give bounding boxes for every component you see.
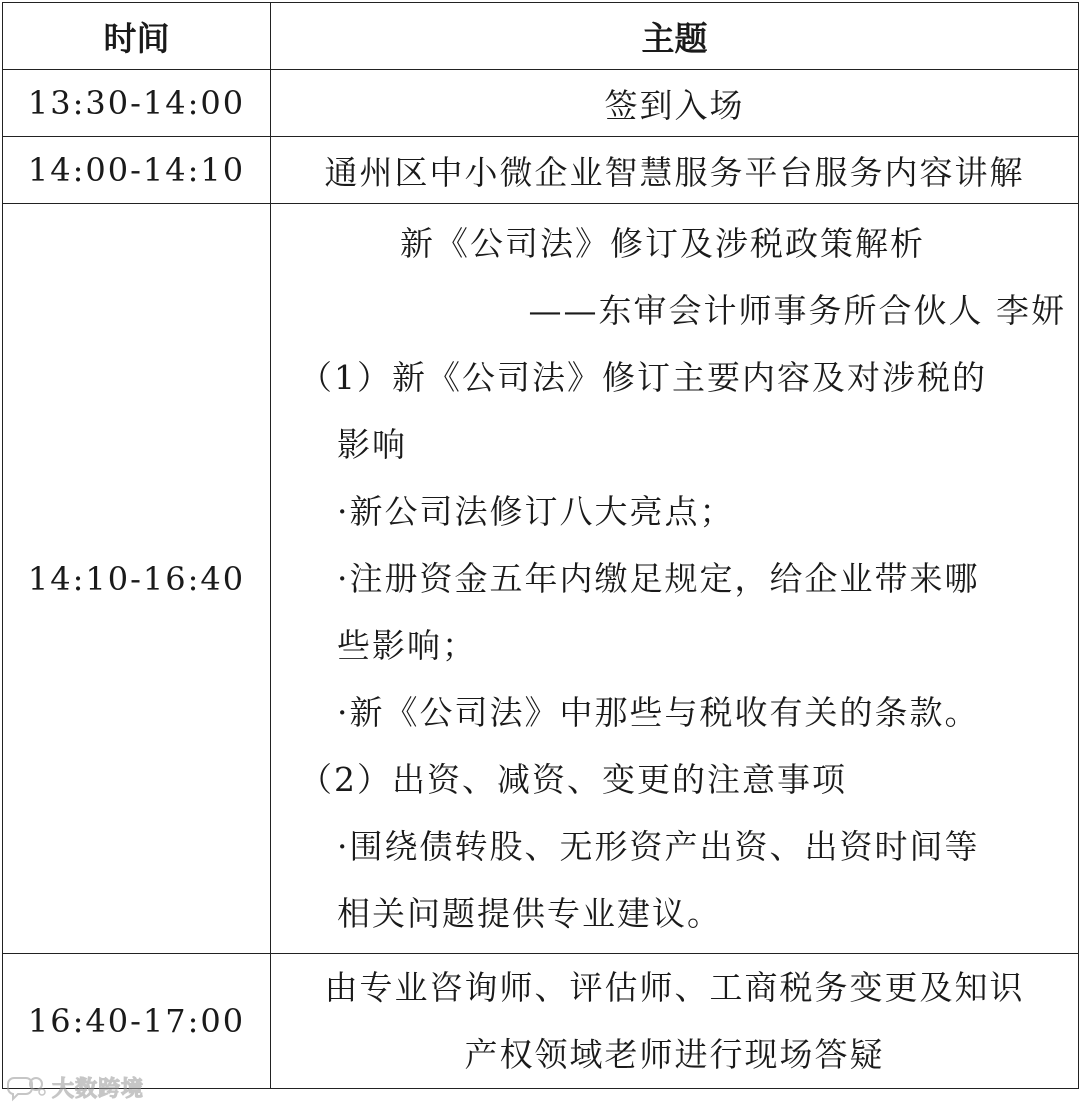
watermark <box>6 1072 144 1103</box>
topic-cell <box>271 954 1079 1089</box>
section1-bullet-cont: 些影响； <box>337 626 477 665</box>
topic-cell: 签到入场 <box>271 70 1079 137</box>
watermark-text: 大数跨境 <box>52 1077 145 1102</box>
table-row <box>3 204 1079 954</box>
header-topic: 主题 <box>271 3 1079 70</box>
topic-cell: 通州区中小微企业智慧服务平台服务内容讲解 <box>271 137 1079 204</box>
table-row <box>3 954 1079 1089</box>
chat-bubble-logo-icon <box>6 1074 46 1102</box>
qa-description <box>271 954 1078 1088</box>
time-cell: 14:10-16:40 <box>3 204 271 954</box>
section1-heading-cont: 影响 <box>337 425 407 464</box>
section1-bullet: ·注册资金五年内缴足规定，给企业带来哪 <box>337 559 980 598</box>
header-time: 时间 <box>3 3 271 70</box>
qa-line: 产权领域老师进行现场答疑 <box>464 1035 885 1074</box>
header-row <box>3 3 1079 70</box>
topic-cell <box>271 204 1079 954</box>
session-title: 新《公司法》修订及涉税政策解析 <box>400 224 925 263</box>
time-cell: 14:00-14:10 <box>3 137 271 204</box>
time-cell: 16:40-17:00 <box>3 954 271 1089</box>
section2-heading: （2）出资、减资、变更的注意事项 <box>299 760 847 799</box>
section1-bullet: ·新公司法修订八大亮点； <box>337 492 735 531</box>
table-row <box>3 137 1079 204</box>
qa-line: 由专业咨询师、评估师、工商税务变更及知识 <box>324 968 1025 1007</box>
section2-bullet: ·围绕债转股、无形资产出资、出资时间等 <box>337 827 980 866</box>
session-speaker: ——东审会计师事务所合伙人 李妍 <box>528 291 1066 330</box>
section1-bullet: ·新《公司法》中那些与税收有关的条款。 <box>337 693 980 732</box>
section1-heading: （1）新《公司法》修订主要内容及对涉税的 <box>299 358 987 397</box>
session-content <box>271 204 1078 953</box>
agenda-table <box>2 2 1079 1089</box>
table-row <box>3 70 1079 137</box>
time-cell: 13:30-14:00 <box>3 70 271 137</box>
section2-bullet-cont: 相关问题提供专业建议。 <box>337 894 722 933</box>
